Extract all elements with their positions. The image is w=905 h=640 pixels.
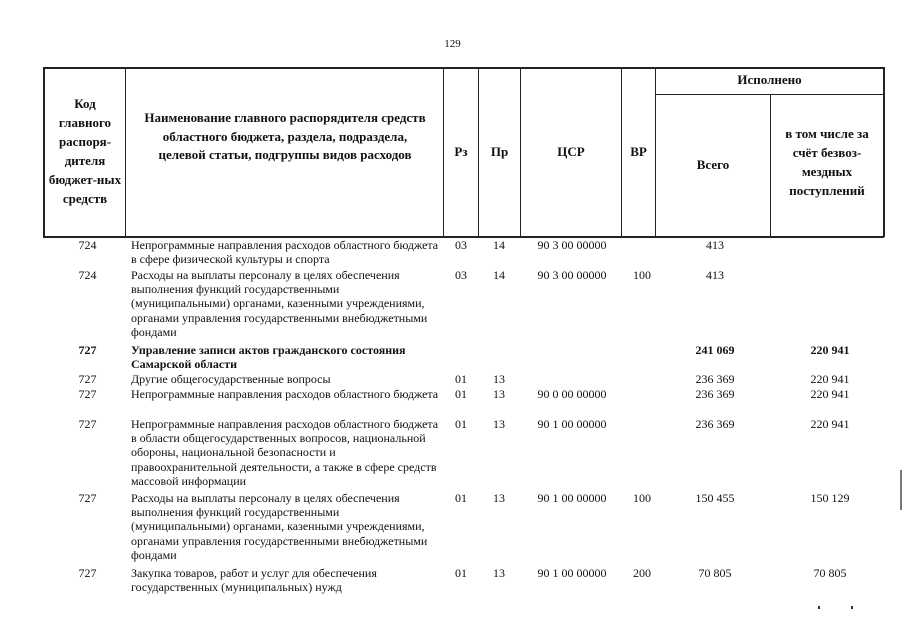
scan-mark [851, 606, 853, 609]
row-rz: 01 [455, 387, 467, 401]
row-free: 150 129 [810, 491, 850, 505]
scan-mark [818, 606, 820, 609]
row-name: Другие общегосударственные вопросы [131, 372, 331, 386]
row-csr: 90 3 00 00000 [537, 238, 607, 252]
header-vr: ВР [630, 143, 647, 159]
row-total: 236 369 [695, 387, 735, 401]
header-free: в том числе за счёт безвоз-мездных поступлений [785, 126, 869, 198]
row-code: 727 [78, 566, 97, 580]
row-total: 236 369 [695, 417, 735, 431]
row-free: 220 941 [810, 343, 850, 357]
row-code: 724 [78, 268, 97, 282]
row-csr: 90 1 00 00000 [537, 566, 607, 580]
row-total: 413 [706, 268, 724, 282]
row-rz: 03 [455, 268, 467, 282]
row-name: Непрограммные направления расходов областного бюджета в сфере физической культуры и спорта [131, 238, 439, 267]
row-csr: 90 0 00 00000 [537, 387, 607, 401]
scan-edge [900, 470, 902, 510]
row-name: Непрограммные направления расходов областного бюджета в области общегосударственных вопросов, национальной обороны, национальной безопасности и правоохранительной деятельности, а также в сфере средств массовой информации [131, 417, 439, 488]
row-csr: 90 1 00 00000 [537, 417, 607, 431]
row-csr: 90 1 00 00000 [537, 491, 607, 505]
row-free: 220 941 [810, 372, 850, 386]
header-total: Всего [696, 157, 730, 173]
header-rz: Рз [454, 143, 468, 159]
row-code: 727 [78, 387, 97, 401]
row-total: 413 [706, 238, 724, 252]
row-vr: 200 [633, 566, 651, 580]
row-pr: 13 [493, 387, 505, 401]
row-rz: 01 [455, 566, 467, 580]
row-pr: 14 [493, 268, 505, 282]
row-rz: 01 [455, 372, 467, 386]
row-name: Непрограммные направления расходов областного бюджета [131, 387, 439, 401]
row-code: 727 [78, 343, 97, 357]
row-name: Расходы на выплаты персоналу в целях обеспечения выполнения функций государственными (муниципальными) органами, казенными учреждениями, органами управления государственными внебюджетными фондами [131, 268, 428, 339]
row-total: 70 805 [698, 566, 732, 580]
row-free: 220 941 [810, 417, 850, 431]
row-free: 70 805 [813, 566, 847, 580]
row-total: 241 069 [695, 343, 735, 357]
row-code: 727 [78, 372, 97, 386]
row-pr: 13 [493, 566, 505, 580]
header-csr: ЦСР [557, 143, 585, 159]
row-code: 727 [78, 417, 97, 431]
header-executed: Исполнено [737, 72, 802, 88]
row-name: Управление записи актов гражданского состояния Самарской области [131, 343, 406, 372]
row-rz: 01 [455, 491, 467, 505]
row-code: 724 [78, 238, 97, 252]
row-total: 236 369 [695, 372, 735, 386]
row-pr: 13 [493, 491, 505, 505]
row-csr: 90 3 00 00000 [537, 268, 607, 282]
header-code: Код главного распоря-дителя бюджет-ных средств [48, 96, 122, 206]
header-pr: Пр [490, 143, 509, 159]
row-rz: 03 [455, 238, 467, 252]
row-vr: 100 [633, 491, 651, 505]
row-pr: 14 [493, 238, 505, 252]
row-vr: 100 [633, 268, 651, 282]
row-total: 150 455 [695, 491, 735, 505]
row-pr: 13 [493, 372, 505, 386]
row-free: 220 941 [810, 387, 850, 401]
row-name: Закупка товаров, работ и услуг для обеспечения государственных (муниципальных) нужд [131, 566, 377, 595]
row-code: 727 [78, 491, 97, 505]
header-name: Наименование главного распорядителя средств областного бюджета, раздела, подраздела, целевой статьи, подгруппы видов расходов [144, 109, 426, 163]
row-name: Расходы на выплаты персоналу в целях обеспечения выполнения функций государственными (муниципальными) органами, казенными учреждениями, органами управления государственными внебюджетными фондами [131, 491, 428, 562]
row-pr: 13 [493, 417, 505, 431]
row-rz: 01 [455, 417, 467, 431]
page-number: 129 [444, 38, 461, 50]
